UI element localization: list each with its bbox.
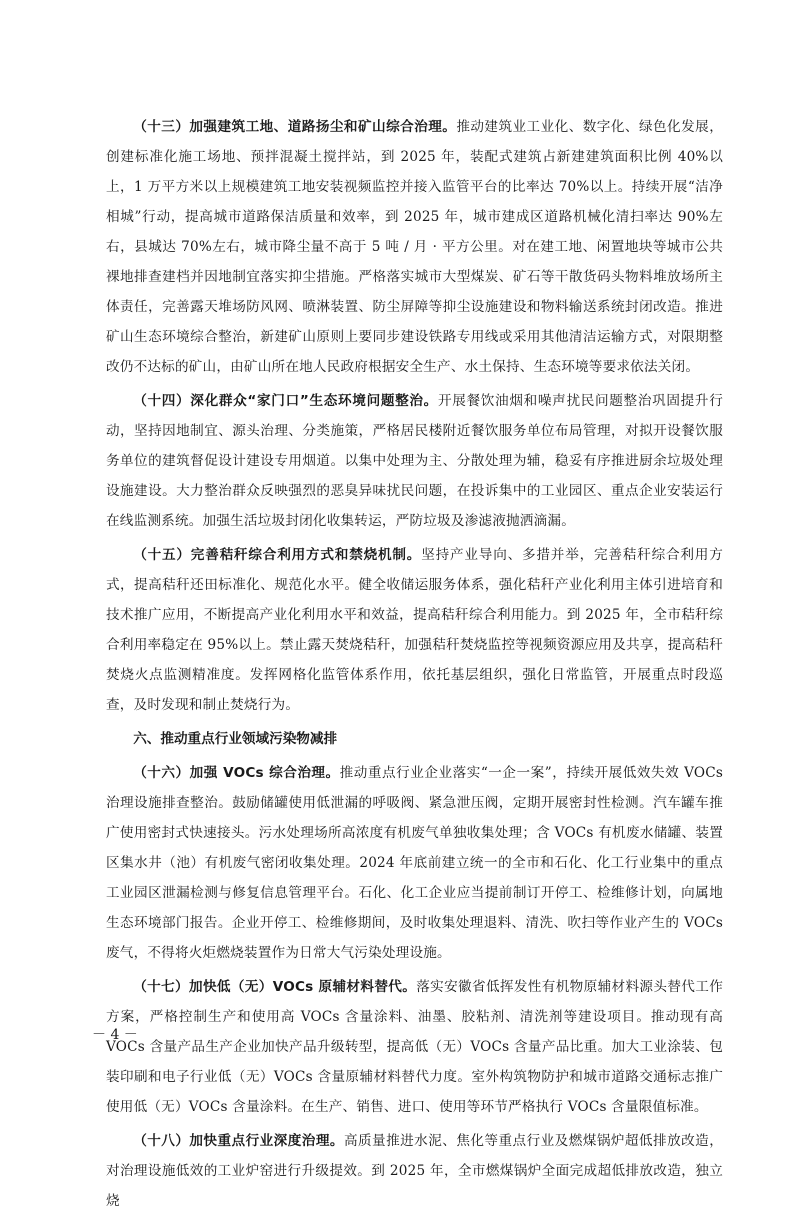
paragraph-14-body: 开展餐饮油烟和噪声扰民问题整治巩固提升行动，坚持因地制宜、源头治理、分类施策，严格居民楼附近餐饮服务单位布局管理，对拟开设餐饮服务单位的建筑督促设计建设专用烟道。以集中处理为主、分散处理为辅，稳妥有序推进厨余垃圾处理设施建设。大力整治群众反映强烈的恶臭异味扰民问题，在投诉集中的工业园区、重点企业安装运行在线监测系统。加强生活垃圾封闭化收集转运，严防垃圾及渗滤液抛洒滴漏。	[106, 393, 723, 529]
paragraph-18	[106, 1126, 723, 1216]
paragraph-14	[106, 386, 723, 536]
paragraph-16-body: 推动重点行业企业落实“一企一案”，持续开展低效失效 VOCs 治理设施排查整治。鼓励储罐使用低泄漏的呼吸阀、紧急泄压阀，定期开展密封性检测。汽车罐车推广使用密封式快速接头。污水处理场所高浓度有机废气单独收集处理；含 VOCs 有机废水储罐、装置区集水井（池）有机废气密闭收集处理。2024 年底前建立统一的全市和石化、化工行业集中的重点工业园区泄漏检测与修复信息管理平台。石化、化工企业应当提前制订开停工、检维修计划，向属地生态环境部门报告。企业开停工、检维修期间，及时收集处理退料、清洗、吹扫等作业产生的 VOCs 废气，不得将火炬燃烧装置作为日常大气污染处理设施。	[106, 765, 723, 961]
paragraph-17-lead: （十七）加快低（无）VOCs 原辅材料替代。	[133, 979, 417, 995]
page-number: － 4 －	[92, 1027, 138, 1043]
paragraph-15-lead: （十五）完善秸秆综合利用方式和禁烧机制。	[133, 547, 422, 563]
paragraph-18-lead: （十八）加快重点行业深度治理。	[133, 1133, 344, 1149]
paragraph-16	[106, 758, 723, 968]
paragraph-13-body: 推动建筑业工业化、数字化、绿色化发展，创建标准化施工场地、预拌混凝土搅拌站，到 2025 年，装配式建筑占新建建筑面积比例 40%以上，1 万平方米以上规模建筑工地安装视频监控并接入监管平台的比率达 70%以上。持续开展“洁净相城”行动，提高城市道路保洁质量和效率，到 2025 年，城市建成区道路机械化清扫率达 90%左右，县城达 70%左右，城市降尘量不高于 5 吨 / 月 · 平方公里。对在建工地、闲置地块等城市公共裸地排查建档并因地制宜落实抑尘措施。严格落实城市大型煤炭、矿石等干散货码头物料堆放场所主体责任，完善露天堆场防风网、喷淋装置、防尘屏障等抑尘设施建设和物料输送系统封闭改造。推进矿山生态环境综合整治，新建矿山原则上要同步建设铁路专用线或采用其他清洁运输方式，对限期整改仍不达标的矿山，由矿山所在地人民政府根据安全生产、水土保持、生态环境等要求依法关闭。	[106, 119, 723, 375]
paragraph-15	[106, 540, 723, 720]
paragraph-16-lead: （十六）加强 VOCs 综合治理。	[133, 765, 340, 781]
paragraph-15-body: 坚持产业导向、多措并举，完善秸秆综合利用方式，提高秸秆还田标准化、规范化水平。健全收储运服务体系，强化秸秆产业化利用主体引进培育和技术推广应用，不断提高产业化利用水平和效益，提高秸秆综合利用能力。到 2025 年，全市秸秆综合利用率稳定在 95%以上。禁止露天焚烧秸秆，加强秸秆焚烧监控等视频资源应用及共享，提高秸秆焚烧火点监测精准度。发挥网格化监管体系作用，依托基层组织，强化日常监管，开展重点时段巡查，及时发现和制止焚烧行为。	[106, 547, 724, 713]
paragraph-13-lead: （十三）加强建筑工地、道路扬尘和矿山综合治理。	[133, 119, 457, 135]
paragraph-17-body: 落实安徽省低挥发性有机物原辅材料源头替代工作方案，严格控制生产和使用高 VOCs 含量涂料、油墨、胶粘剂、清洗剂等建设项目。推动现有高 VOCs 含量产品生产企业加快产品升级转型，提高低（无）VOCs 含量产品比重。加大工业涂装、包装印刷和电子行业低（无）VOCs 含量原辅材料替代力度。室外构筑物防护和城市道路交通标志推广使用低（无）VOCs 含量涂料。在生产、销售、进口、使用等环节严格执行 VOCs 含量限值标准。	[106, 979, 723, 1115]
paragraph-13	[106, 112, 723, 382]
paragraph-18-body: 高质量推进水泥、焦化等重点行业及燃煤锅炉超低排放改造，对治理设施低效的工业炉窑进行升级提效。到 2025 年，全市燃煤锅炉全面完成超低排放改造，独立烧	[106, 1133, 724, 1209]
section-heading: 六、推动重点行业领域污染物减排	[133, 731, 338, 747]
paragraph-17	[106, 972, 723, 1122]
paragraph-14-lead: （十四）深化群众“家门口”生态环境问题整治。	[133, 393, 438, 409]
